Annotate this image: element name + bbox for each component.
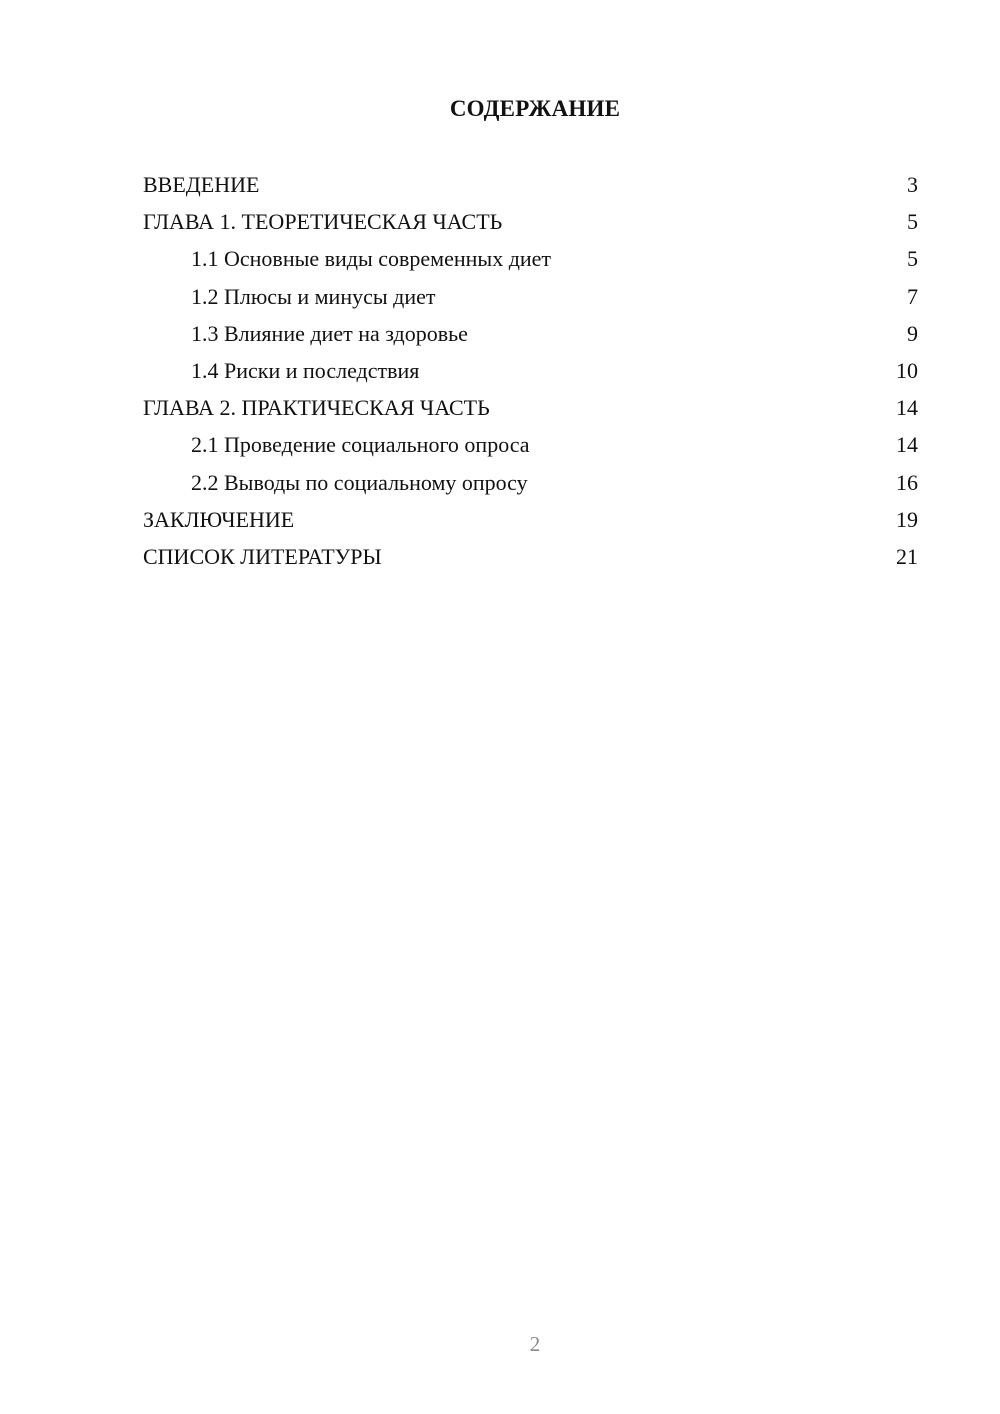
- toc-entry-section-2-2[interactable]: [143, 464, 918, 501]
- toc-entry-label: 1.4 Риски и последствия: [191, 357, 420, 383]
- page-number: 2: [529, 1332, 541, 1356]
- toc-entry-introduction[interactable]: [143, 166, 918, 203]
- toc-entry-page: 9: [907, 320, 918, 346]
- toc-entry-chapter-2[interactable]: [143, 389, 918, 426]
- toc-entry-page: 7: [907, 283, 918, 309]
- toc-entry-page: 19: [896, 506, 918, 532]
- toc-entry-label: 1.1 Основные виды современных диет: [191, 246, 552, 272]
- toc-entry-label: ВВЕДЕНИЕ: [143, 172, 260, 197]
- toc-entry-label: ЗАКЛЮЧЕНИЕ: [143, 506, 295, 532]
- toc-entry-page: 16: [896, 469, 918, 495]
- toc-entry-page: 14: [896, 395, 918, 421]
- toc-entry-page: 5: [907, 209, 918, 235]
- toc-entry-page: 5: [907, 246, 918, 272]
- toc-entry-section-2-1[interactable]: [143, 426, 918, 463]
- toc-entry-conclusion[interactable]: [143, 501, 918, 538]
- toc-entry-label: 2.1 Проведение социального опроса: [191, 432, 530, 458]
- toc-entry-section-1-4[interactable]: [143, 352, 918, 389]
- toc-entry-label: ГЛАВА 1. ТЕОРЕТИЧЕСКАЯ ЧАСТЬ: [143, 209, 503, 235]
- toc-entry-section-1-1[interactable]: [143, 240, 918, 277]
- toc-entry-label: СПИСОК ЛИТЕРАТУРЫ: [143, 543, 382, 569]
- toc-entry-chapter-1[interactable]: [143, 203, 918, 240]
- toc-entry-page: 21: [896, 543, 918, 569]
- toc-entry-section-1-2[interactable]: [143, 278, 918, 315]
- toc-entry-label: 1.3 Влияние диет на здоровье: [191, 320, 468, 346]
- toc-entry-page: 10: [896, 357, 918, 383]
- table-of-contents: [143, 166, 918, 575]
- page-title: СОДЕРЖАНИЕ: [449, 96, 621, 121]
- toc-entry-references[interactable]: [143, 538, 918, 575]
- toc-entry-section-1-3[interactable]: [143, 315, 918, 352]
- toc-entry-page: 14: [896, 432, 918, 458]
- toc-entry-label: 1.2 Плюсы и минусы диет: [191, 283, 436, 309]
- toc-entry-label: ГЛАВА 2. ПРАКТИЧЕСКАЯ ЧАСТЬ: [143, 395, 490, 421]
- toc-entry-label: 2.2 Выводы по социальному опросу: [191, 469, 528, 495]
- toc-entry-page: 3: [907, 172, 918, 197]
